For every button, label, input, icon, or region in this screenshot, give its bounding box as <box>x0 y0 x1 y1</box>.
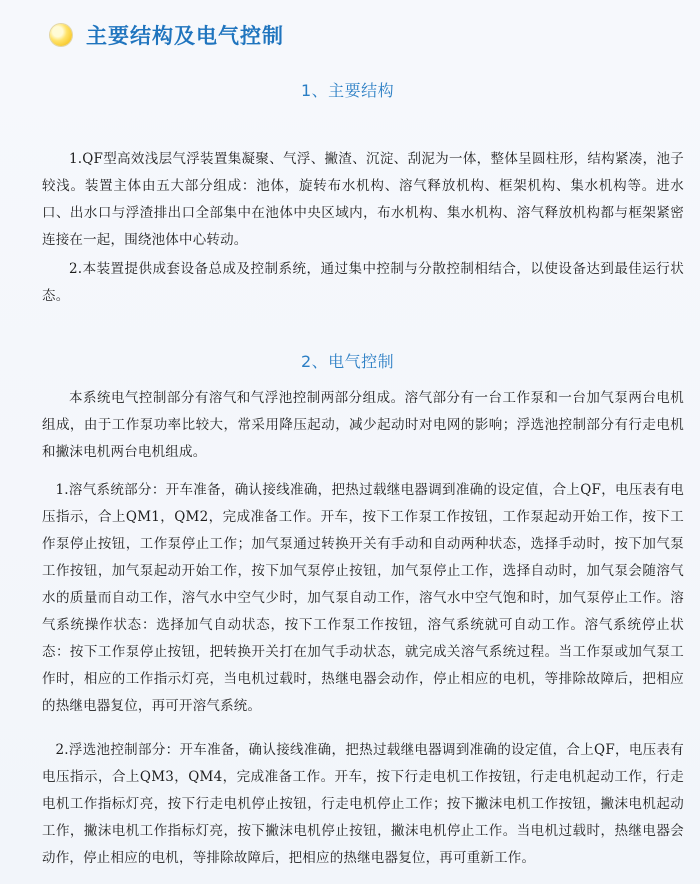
section-title-electrical-control: 2、电气控制 <box>301 352 395 371</box>
paragraph-electrical-control-intro: 本系统电气控制部分有溶气和气浮池控制两部分组成。溶气部分有一台工作泵和一台加气泵两台电机组成，由于工作泵功率比较大，常采用降压起动，减少起动时对电网的影响；浮选池控制部分有行走电机和撇沫电机两台电机组成。 <box>42 390 684 460</box>
section-title-main-structure: 1、主要结构 <box>301 81 395 100</box>
document-header <box>50 20 284 50</box>
paragraph-main-structure-2: 2.本装置提供成套设备总成及控制系统，通过集中控制与分散控制相结合，以使设备达到最佳运行状态。 <box>42 261 684 304</box>
paragraph-main-structure-1: 1.QF型高效浅层气浮装置集凝聚、气浮、撇渣、沉淀、刮泥为一体，整体呈圆柱形，结构紧凑，池子较浅。装置主体由五大部分组成：池体，旋转布水机构、溶气释放机构、框架机构、集水机构等。进水口、出水口与浮渣排出口全部集中在池体中央区域内，布水机构、集水机构、溶气释放机构都与框架紧密连接在一起，围绕池体中心转动。 <box>42 151 684 248</box>
paragraph-dissolved-air-system: 1.溶气系统部分：开车准备，确认接线准确，把热过载继电器调到准确的设定值，合上QF，电压表有电压指示，合上QM1，QM2，完成准备工作。开车，按下工作泵工作按钮，工作泵起动开始工作，按下工作泵停止按钮，工作泵停止工作；加气泵通过转换开关有手动和自动两种状态，选择手动时，按下加气泵工作按钮，加气泵起动开始工作，按下加气泵停止按钮，加气泵停止工作，选择自动时，加气泵会随溶气水的质量而自动工作，溶气水中空气少时，加气泵自动工作，溶气水中空气饱和时，加气泵停止工作。溶气系统操作状态：选择加气自动状态，按下工作泵工作按钮，溶气系统就可自动工作。溶气系统停止状态：按下工作泵停止按钮，把转换开关打在加气手动状态，就完成关溶气系统过程。当工作泵或加气泵工作时，相应的工作指示灯亮，当电机过载时，热继电器会动作，停止相应的电机，等排除故障后，把相应的热继电器复位，再可开溶气系统。 <box>42 482 684 714</box>
main-title: 主要结构及电气控制 <box>86 24 284 48</box>
paragraph-flotation-tank-control: 2.浮选池控制部分：开车准备，确认接线准确，把热过载继电器调到准确的设定值，合上QF，电压表有电压指示，合上QM3，QM4，完成准备工作。开车，按下行走电机工作按钮，行走电机起动工作，行走电机工作指标灯亮，按下行走电机停止按钮，行走电机停止工作；按下撇沫电机工作按钮，撇沫电机起动工作，撇沫电机工作指标灯亮，按下撇沫电机停止按钮，撇沫电机停止工作。当电机过载时，热继电器会动作，停止相应的电机，等排除故障后，把相应的热继电器复位，再可重新工作。 <box>42 742 684 866</box>
sun-bullet-icon <box>50 24 72 46</box>
